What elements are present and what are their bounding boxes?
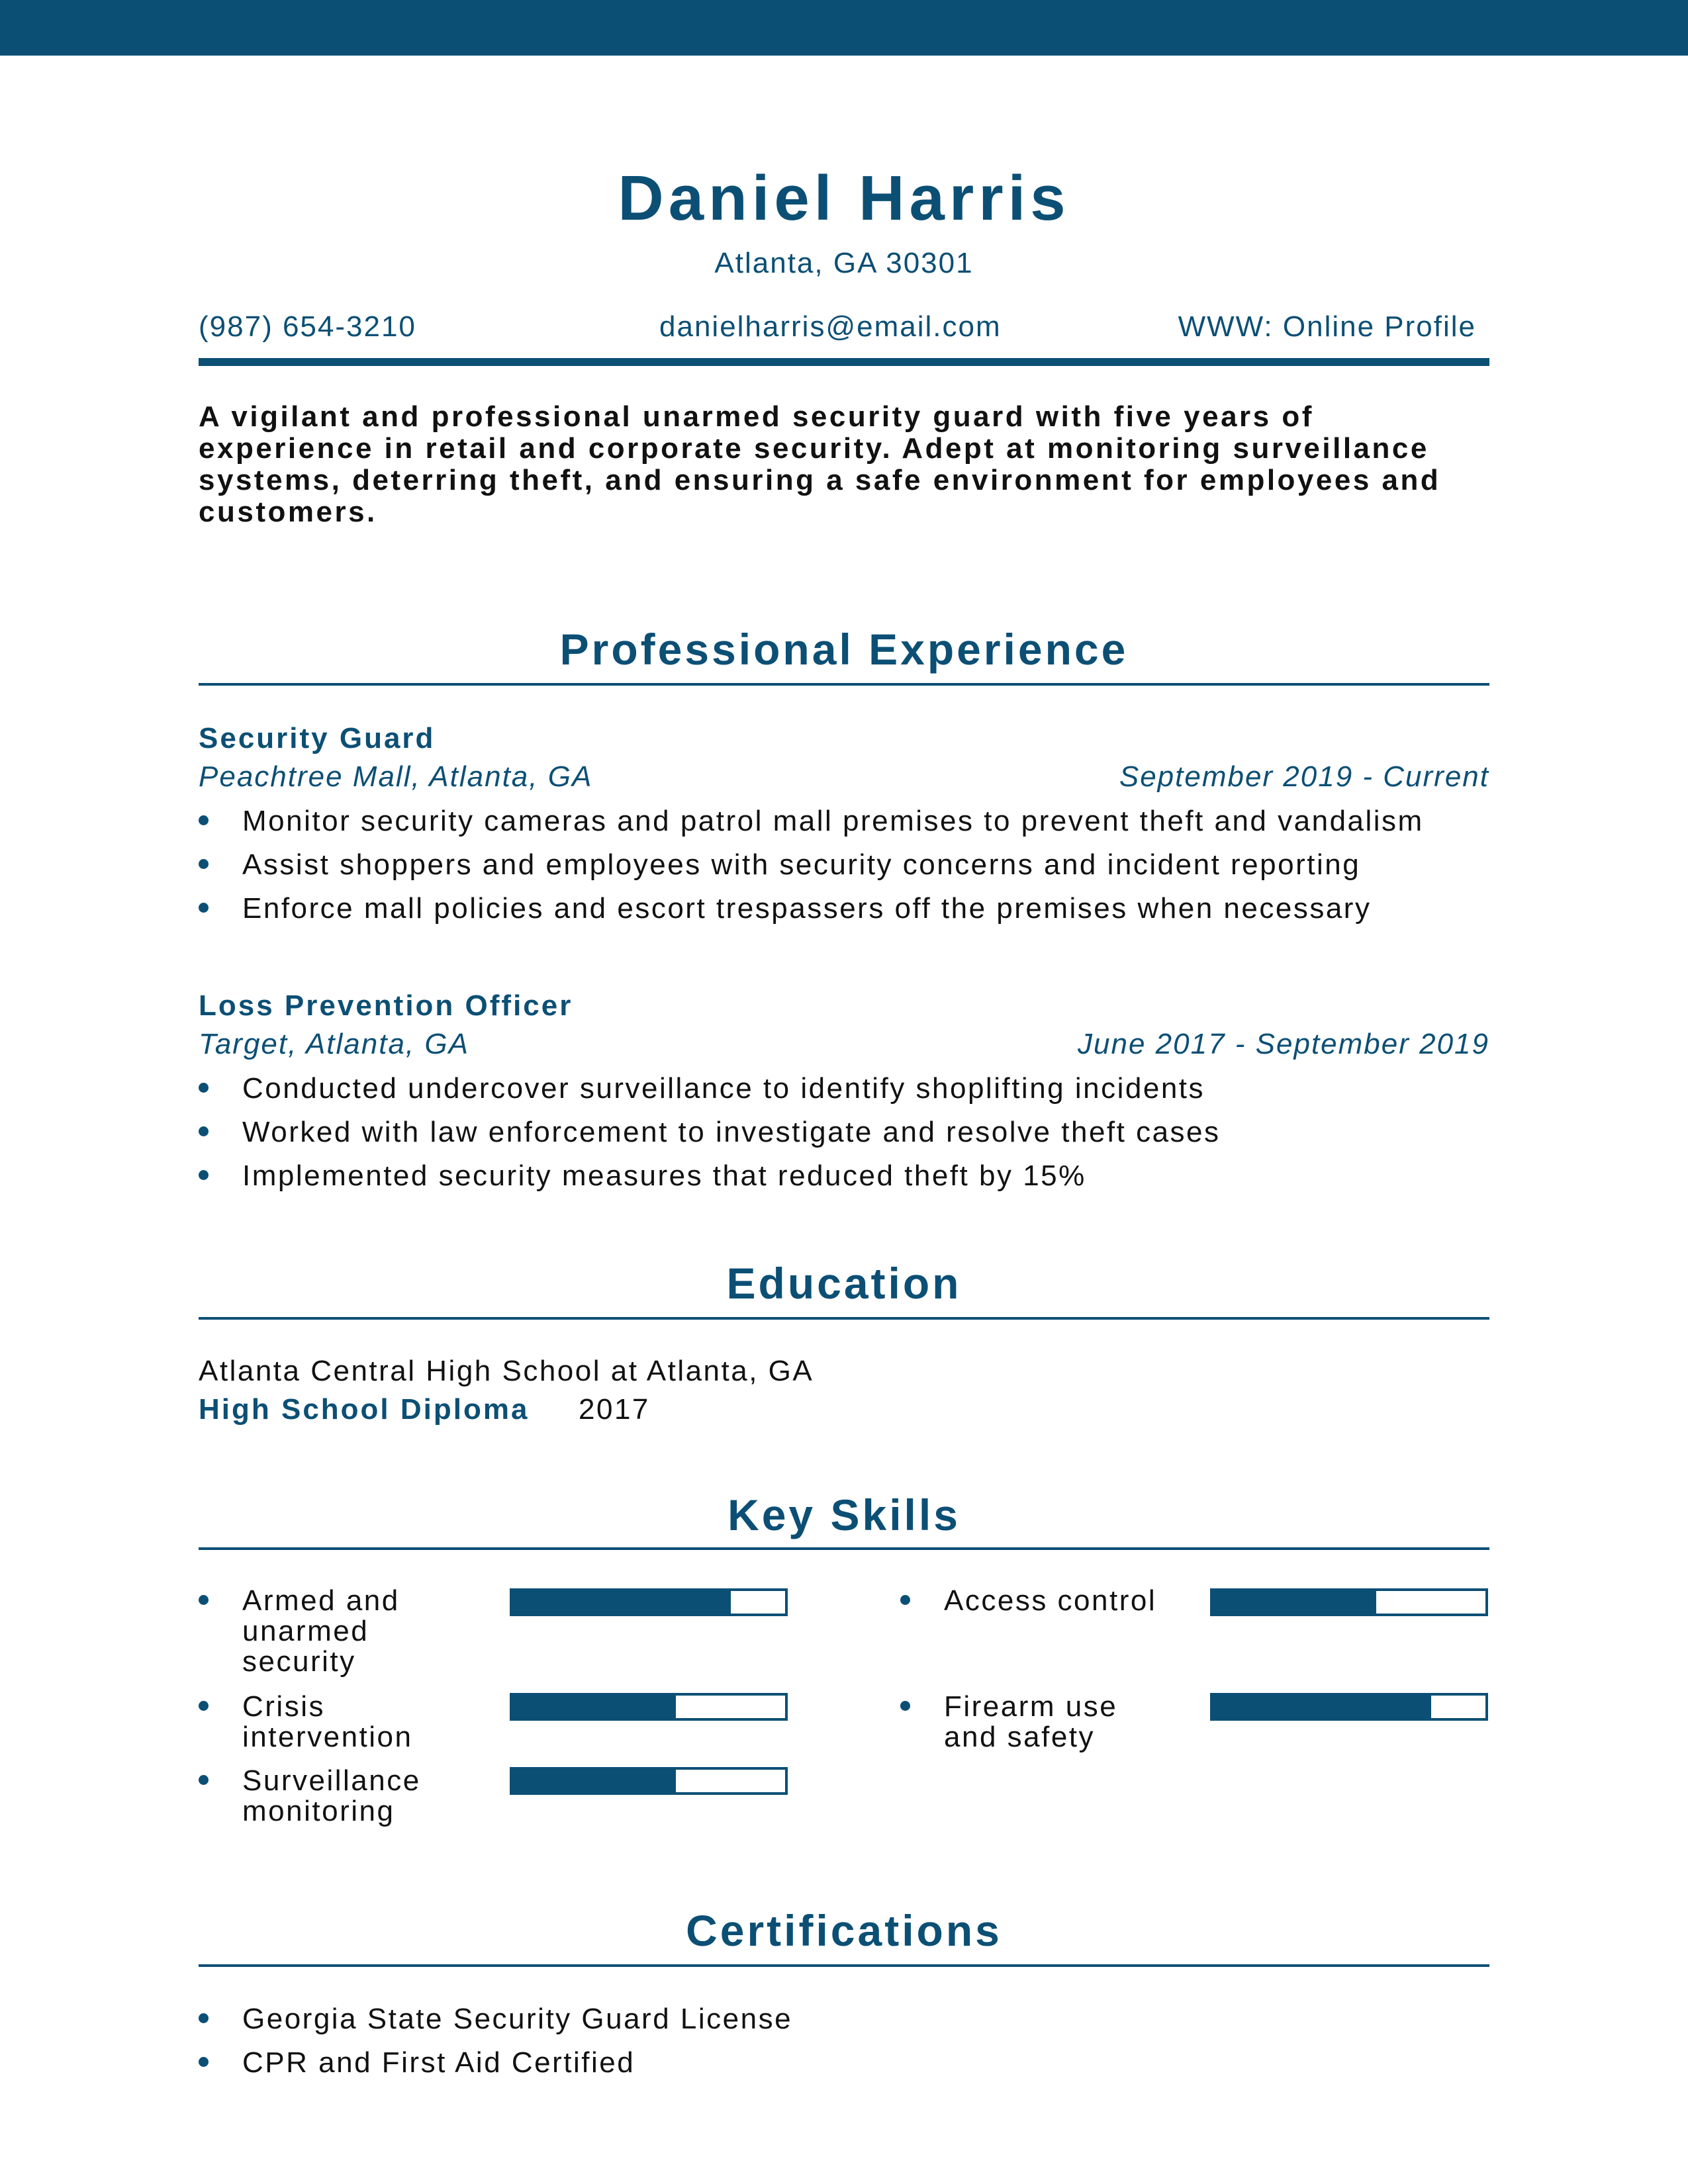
skill-level-fill — [512, 1591, 731, 1614]
skill-level-fill — [1213, 1696, 1431, 1718]
phone-number[interactable]: (987) 654-3210 — [199, 310, 416, 343]
section-divider — [199, 1547, 1489, 1550]
job-title: Loss Prevention Officer — [199, 989, 573, 1022]
school-name: Atlanta Central High School at Atlanta, GA — [199, 1355, 814, 1387]
skill-level-bar — [1210, 1588, 1488, 1616]
degree: High School Diploma — [199, 1393, 530, 1426]
list-item: Georgia State Security Guard License — [199, 2004, 1489, 2034]
candidate-address: Atlanta, GA 30301 — [714, 247, 974, 279]
job-company: Peachtree Mall, Atlanta, GA — [199, 760, 593, 793]
section-divider — [199, 683, 1489, 686]
top-accent-bar — [0, 0, 1688, 56]
section-divider — [199, 1317, 1489, 1320]
graduation-year: 2017 — [579, 1393, 650, 1426]
email-link[interactable]: danielharris@email.com — [659, 310, 1002, 343]
job-dates: June 2017 - September 2019 — [1078, 1028, 1489, 1060]
list-item: Conducted undercover surveillance to identify shoplifting incidents — [199, 1073, 1489, 1104]
skill-level-fill — [1213, 1591, 1376, 1614]
section-title-skills: Key Skills — [727, 1490, 961, 1539]
list-item: Monitor security cameras and patrol mall premises to prevent theft and vandalism — [199, 806, 1489, 837]
section-title-education: Education — [726, 1259, 962, 1308]
header-divider — [199, 358, 1489, 366]
list-item: CPR and First Aid Certified — [199, 2048, 1489, 2078]
skill-label: Firearm use and safety — [900, 1692, 1162, 1752]
skill-label: Armed and unarmed security — [199, 1586, 461, 1677]
list-item: Implemented security measures that reduced theft by 15% — [199, 1161, 1489, 1191]
certification-list — [199, 2004, 1489, 2078]
skill-level-fill — [512, 1770, 676, 1792]
job-company: Target, Atlanta, GA — [199, 1028, 469, 1060]
skill-level-fill — [512, 1696, 676, 1718]
job-bullets — [199, 806, 1489, 924]
list-item: Enforce mall policies and escort trespassers off the premises when necessary — [199, 893, 1489, 924]
list-item: Worked with law enforcement to investigate and resolve theft cases — [199, 1117, 1489, 1148]
skill-label: Surveillance monitoring — [199, 1766, 461, 1827]
skill-level-bar — [510, 1693, 788, 1721]
job-bullets — [199, 1073, 1489, 1191]
job-title: Security Guard — [199, 722, 436, 754]
website-link[interactable]: WWW: Online Profile — [1178, 310, 1476, 343]
candidate-name: Daniel Harris — [618, 163, 1070, 234]
job-dates: September 2019 - Current — [1119, 760, 1489, 793]
skill-label: Access control — [900, 1586, 1162, 1616]
professional-summary: A vigilant and professional unarmed security guard with five years of experience in retail and corporate security. Adept at monitoring surveillance systems, deterring theft, and ensuring a safe environment for employees and customers. — [199, 400, 1441, 528]
section-divider — [199, 1964, 1489, 1967]
skill-label: Crisis intervention — [199, 1692, 461, 1752]
section-title-certifications: Certifications — [686, 1906, 1002, 1955]
section-title-experience: Professional Experience — [559, 625, 1129, 674]
skill-level-bar — [1210, 1693, 1488, 1721]
skill-level-bar — [510, 1588, 788, 1616]
skill-level-bar — [510, 1767, 788, 1795]
list-item: Assist shoppers and employees with security concerns and incident reporting — [199, 850, 1489, 880]
